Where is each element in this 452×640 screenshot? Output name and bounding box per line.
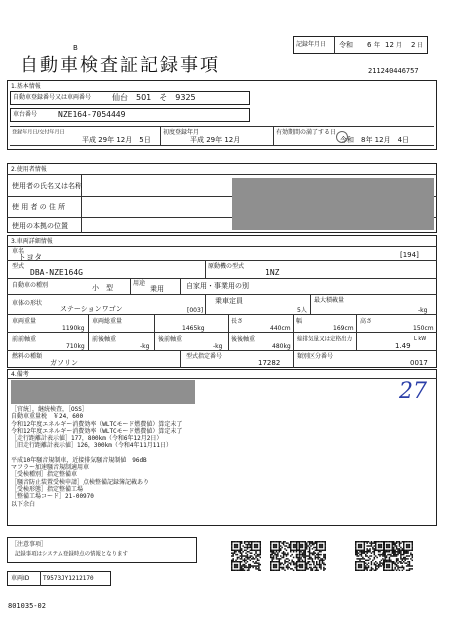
record-date-year: 6 — [367, 41, 372, 49]
remark-line: ［受検形態］指定整備工場 — [11, 485, 84, 493]
length-value: 440cm — [270, 325, 291, 332]
use-value: 乗用 — [150, 285, 164, 293]
height-value: 150cm — [413, 325, 434, 332]
first-reg-label: 初度登録年月 — [163, 129, 200, 136]
user-name-label: 使用者の氏名又は名称 — [12, 182, 82, 190]
gross-value: 1465kg — [182, 325, 205, 332]
record-date-day: 2 — [411, 41, 416, 49]
vehicle-detail-heading: 3.車両詳細情報 — [11, 238, 53, 245]
fuel-label: 燃料の種類 — [12, 353, 43, 360]
capacity-label: 乗車定員 — [215, 297, 243, 305]
gross-label: 車両総重量 — [92, 318, 123, 325]
front-rear-axle-value: -kg — [140, 343, 150, 350]
displacement-label: 総排気量又は定格出力 — [297, 336, 353, 343]
maker-label: 車名 — [12, 248, 25, 255]
displacement-unit: L kW — [414, 336, 427, 342]
document-number: 211240446757 — [368, 67, 419, 75]
remark-line: マフラー加速騒音規制適用車 — [11, 464, 90, 472]
spec-number-label: 型式指定番号 — [186, 353, 223, 360]
reg-date-value: 平成 29年 12月 5日 — [82, 136, 151, 144]
remark-line: 令和12年度エネルギー消費効率（WLTCモード燃費値）算定未了 — [11, 420, 183, 428]
width-value: 169cm — [333, 325, 354, 332]
remark-line: 令和12年度エネルギー消費効率（WLTCモード燃費値）算定未了 — [11, 427, 183, 435]
rear-rear-axle-value: 480kg — [272, 343, 291, 350]
model-value: DBA-NZE164G — [30, 268, 83, 277]
front-front-axle-label: 前前軸重 — [12, 336, 37, 343]
remarks-heading: 4.備考 — [11, 371, 29, 378]
basic-info-heading: 1.基本情報 — [11, 83, 41, 90]
kind-value: 小 型 — [92, 284, 113, 292]
chassis-label: 車台番号 — [13, 111, 38, 118]
spec-number-value: 17282 — [258, 359, 281, 367]
record-date-month: 12 — [385, 41, 394, 49]
chassis-value: NZE164-7054449 — [58, 110, 126, 119]
remark-line: ［受検種別］指定整備車 — [11, 471, 78, 479]
remark-line: ［走行距離計表示値］177，800km（令和6年12月2日） — [11, 435, 163, 443]
rear-front-axle-label: 後前軸重 — [158, 336, 183, 343]
qr-code-5 — [383, 541, 413, 571]
expiry-value: 令和 8年 12月 4日 — [340, 136, 410, 144]
handwritten-number: 27 — [399, 379, 427, 404]
use-label: 用途 — [133, 280, 146, 287]
maker-code: [194] — [400, 251, 419, 259]
form-letter: B — [73, 44, 78, 52]
redacted-remarks — [11, 380, 195, 404]
qr-code-4 — [355, 541, 385, 571]
engine-value: 1NZ — [265, 268, 280, 277]
displacement-value: 1.49 — [395, 342, 411, 350]
base-location-label: 使用の本拠の位置 — [12, 222, 68, 230]
qr-code-1 — [231, 541, 261, 571]
first-reg-value: 平成 29年 12月 — [190, 136, 241, 144]
record-date-label: 記録年月日 — [296, 41, 327, 48]
maker-value: トヨタ — [18, 253, 42, 262]
form-code: 801035-02 — [8, 602, 46, 610]
width-label: 幅 — [296, 318, 303, 325]
expiry-label: 有効期間の満了する日 — [276, 129, 337, 136]
notes-line: 記録事項はシステム登録時点の情報となります — [15, 551, 128, 558]
remark-line: 平成10年騒音規制車，近接排気騒音規制値 96dB — [11, 456, 147, 464]
reg-number-label: 自動車登録番号又は車両番号 — [13, 94, 92, 101]
rear-front-axle-value: -kg — [213, 343, 223, 350]
engine-label: 原動機の型式 — [208, 263, 245, 270]
reg-number-value: 仙台 501 そ 9325 — [112, 93, 196, 102]
height-label: 高さ — [360, 318, 373, 325]
remark-line — [11, 450, 182, 457]
qr-code-3 — [296, 541, 326, 571]
capacity-value: 5人 — [297, 307, 307, 314]
body-code: [003] — [187, 307, 204, 314]
weight-value: 1190kg — [62, 325, 85, 332]
private-label: 自家用・事業用の別 — [186, 282, 249, 290]
remark-line: ［整備工場コード］21-00970 — [11, 493, 94, 501]
user-info-heading: 2.使用者情報 — [11, 166, 47, 173]
kind-label: 自動車の種別 — [12, 282, 49, 289]
remark-line: 自動車重量税 ￥24，600 — [11, 413, 84, 421]
class-number-label: 類別区分番号 — [297, 353, 334, 360]
fuel-value: ガソリン — [50, 359, 78, 367]
remark-line: ［騒音防止装置受検申請］点検整備記録簿記載あり — [11, 478, 150, 486]
body-value: ステーションワゴン — [60, 305, 123, 313]
reg-date-label: 登録年月日/交付年月日 — [12, 129, 65, 135]
rear-rear-axle-label: 後後軸重 — [231, 336, 256, 343]
vehicle-id-value: T9573JY1212170 — [43, 575, 94, 582]
max-load-value: -kg — [418, 307, 428, 314]
document-title: 自動車検査証記録事項 — [20, 55, 220, 76]
front-rear-axle-label: 前後軸重 — [92, 336, 117, 343]
vehicle-id-label: 車両ID — [11, 575, 30, 582]
notes-title: ［注意事項］ — [11, 541, 48, 548]
expiry-stamp-circle — [336, 131, 348, 143]
chassis-box — [10, 108, 250, 122]
model-label: 型式 — [12, 263, 25, 270]
remark-line: ［旧走行距離計表示値］126，300km（令和4年11月11日） — [11, 442, 172, 450]
max-load-label: 最大積載量 — [314, 297, 345, 304]
user-address-label: 使 用 者 の 住 所 — [12, 203, 66, 211]
body-label: 車体の形状 — [12, 300, 43, 307]
class-number-value: 0017 — [410, 359, 428, 367]
redacted-user-info — [232, 178, 434, 230]
front-front-axle-value: 710kg — [66, 343, 85, 350]
length-label: 長さ — [231, 318, 244, 325]
remark-line: ［官統］，継続検査，［OSS］ — [11, 406, 88, 413]
record-date-era: 令和 — [339, 41, 353, 49]
weight-label: 車両重量 — [12, 318, 37, 325]
remarks-lines — [11, 406, 182, 508]
remark-line: 以下余白 — [11, 500, 36, 508]
